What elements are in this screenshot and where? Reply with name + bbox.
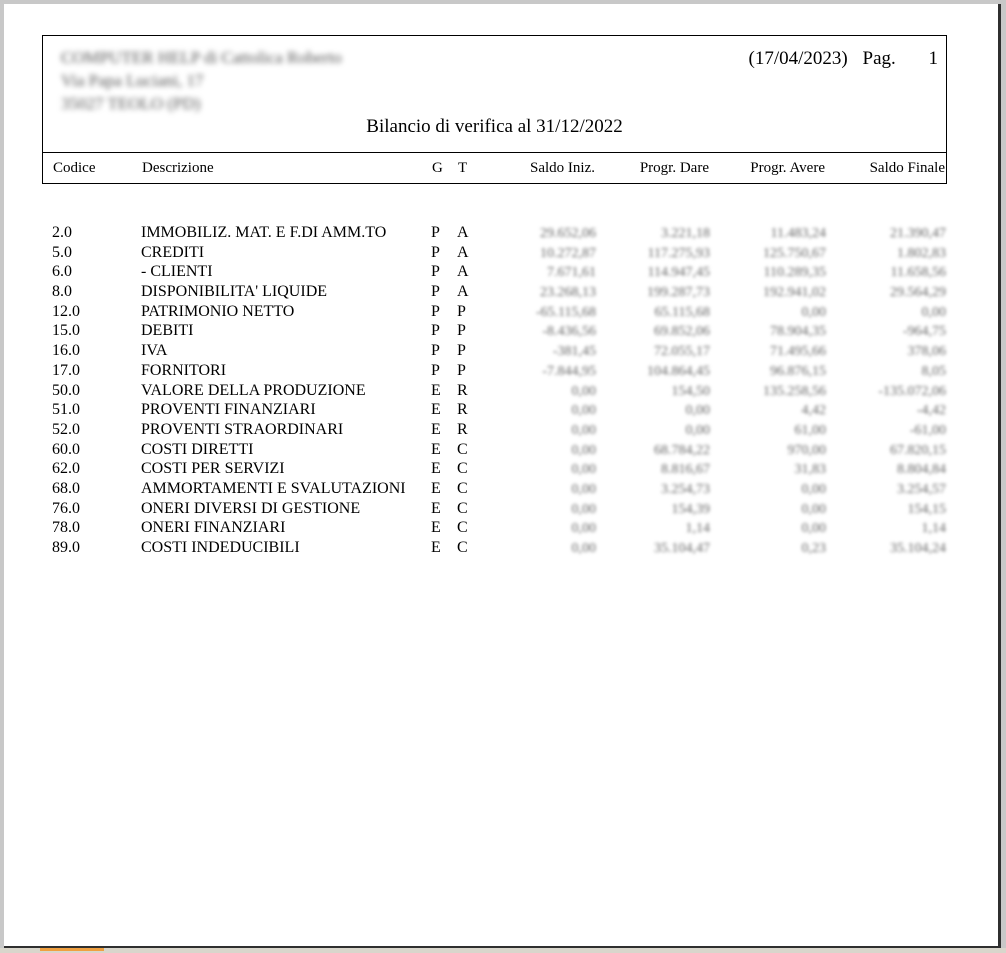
cell-progr-avere: 110.289,35 [763, 265, 826, 281]
cell-progr-dare: 68.784,22 [654, 442, 710, 458]
report-page [4, 4, 1001, 948]
cell-g: P [431, 361, 440, 379]
table-row [42, 401, 947, 421]
cell-t: C [457, 539, 468, 556]
cell-descrizione: PROVENTI STRAORDINARI [141, 420, 344, 438]
table-row [42, 224, 947, 244]
table-row [42, 500, 947, 520]
cell-saldo-iniz: 0,00 [571, 442, 596, 458]
cell-g: E [431, 440, 441, 458]
report-date: (17/04/2023) [748, 48, 848, 69]
cell-codice: 60.0 [52, 440, 80, 458]
column-header-t: T [458, 160, 468, 176]
cell-t: A [457, 224, 469, 241]
cell-descrizione: DEBITI [141, 322, 194, 340]
cell-progr-dare: 35.104,47 [654, 541, 710, 556]
table-row [42, 263, 947, 283]
cell-g: E [431, 479, 441, 497]
cell-codice: 8.0 [52, 283, 72, 301]
cell-saldo-finale: -964,75 [902, 324, 946, 340]
cell-t: P [457, 322, 466, 340]
cell-descrizione: PATRIMONIO NETTO [141, 302, 295, 320]
cell-progr-avere: 0,00 [801, 501, 826, 517]
cell-progr-dare: 154,39 [671, 501, 710, 517]
cell-g: E [431, 499, 441, 517]
cell-saldo-finale: 3.254,57 [897, 481, 946, 497]
cell-codice: 15.0 [52, 322, 80, 340]
cell-t: R [457, 401, 468, 419]
cell-saldo-iniz: 0,00 [571, 383, 596, 399]
company-name: COMPUTER HELP di Cattolica Roberto [61, 48, 342, 67]
cell-codice: 16.0 [52, 342, 80, 360]
cell-progr-avere: 71.495,66 [770, 344, 826, 360]
cell-progr-dare: 8.816,67 [661, 462, 710, 478]
cell-progr-avere: 0,23 [801, 541, 826, 556]
cell-progr-avere: 96.876,15 [770, 363, 826, 379]
cell-t: P [457, 361, 466, 379]
cell-saldo-iniz: -65.115,68 [535, 304, 596, 320]
cell-progr-dare: 3.254,73 [661, 481, 710, 497]
cell-progr-avere: 0,00 [801, 521, 826, 537]
cell-saldo-iniz: 0,00 [571, 481, 596, 497]
cell-t: P [457, 302, 466, 320]
cell-progr-avere: 31,83 [794, 462, 826, 478]
company-address: Via Papa Luciani, 17 [61, 71, 204, 90]
table-row [42, 283, 947, 303]
company-city: 35027 TEOLO (PD) [61, 94, 201, 113]
cell-descrizione: COSTI DIRETTI [141, 440, 254, 458]
cell-t: P [457, 342, 466, 360]
table-row [42, 421, 947, 441]
cell-descrizione: IVA [141, 342, 168, 360]
cell-g: E [431, 460, 441, 478]
cell-saldo-finale: 1,14 [921, 521, 946, 537]
cell-progr-dare: 3.221,18 [661, 226, 710, 241]
cell-saldo-iniz: 0,00 [571, 403, 596, 419]
cell-t: C [457, 479, 468, 497]
cell-codice: 6.0 [52, 263, 72, 281]
date-page-info [749, 48, 938, 70]
column-header-row [42, 152, 947, 184]
cell-g: P [431, 342, 440, 360]
cell-progr-dare: 0,00 [685, 403, 710, 419]
cell-codice: 76.0 [52, 499, 80, 517]
cell-descrizione: IMMOBILIZ. MAT. E F.DI AMM.TO [141, 224, 387, 241]
cell-t: C [457, 499, 468, 517]
cell-g: E [431, 420, 441, 438]
column-header-progr-avere: Progr. Avere [750, 160, 825, 176]
cell-codice: 51.0 [52, 401, 80, 419]
cell-progr-avere: 192.941,02 [763, 285, 826, 301]
column-header-g: G [432, 160, 443, 176]
cell-g: P [431, 322, 440, 340]
page-number: 1 [928, 48, 938, 69]
column-header-codice: Codice [53, 160, 96, 176]
cell-progr-dare: 199.287,73 [647, 285, 710, 301]
cell-t: A [457, 283, 469, 301]
cell-descrizione: PROVENTI FINANZIARI [141, 401, 316, 419]
table-row [42, 460, 947, 480]
cell-saldo-finale: 21.390,47 [890, 226, 946, 241]
cell-saldo-finale: -61,00 [909, 422, 946, 438]
cell-progr-dare: 114.947,45 [647, 265, 710, 281]
table-row [42, 303, 947, 323]
cell-t: C [457, 460, 468, 478]
cell-saldo-finale: -4,42 [916, 403, 946, 419]
cell-saldo-iniz: 0,00 [571, 462, 596, 478]
cell-t: C [457, 440, 468, 458]
cell-codice: 78.0 [52, 519, 80, 537]
cell-t: A [457, 263, 469, 281]
cell-progr-avere: 125.750,67 [763, 245, 826, 261]
cell-progr-dare: 104.864,45 [647, 363, 710, 379]
cell-descrizione: ONERI FINANZIARI [141, 519, 286, 537]
bottom-accent [40, 948, 104, 951]
cell-g: P [431, 283, 440, 301]
column-header-progr-dare: Progr. Dare [639, 160, 709, 176]
cell-saldo-finale: 1.802,83 [897, 245, 946, 261]
cell-progr-dare: 1,14 [685, 521, 710, 537]
cell-saldo-iniz: -8.436,56 [542, 324, 596, 340]
cell-progr-dare: 72.055,17 [654, 344, 710, 360]
cell-saldo-finale: 29.564,29 [890, 285, 946, 301]
report-header [42, 35, 947, 153]
cell-progr-avere: 0,00 [801, 481, 826, 497]
cell-saldo-iniz: 0,00 [571, 422, 596, 438]
table-row [42, 362, 947, 382]
cell-t: A [457, 243, 469, 261]
cell-g: E [431, 539, 441, 556]
cell-saldo-finale: -135.072,06 [878, 383, 946, 399]
cell-saldo-finale: 8,05 [921, 363, 946, 379]
cell-progr-dare: 65.115,68 [654, 304, 710, 320]
cell-codice: 68.0 [52, 479, 80, 497]
cell-progr-avere: 0,00 [801, 304, 826, 320]
cell-codice: 50.0 [52, 381, 80, 399]
account-table-body [42, 224, 947, 559]
table-row [42, 244, 947, 264]
cell-saldo-iniz: -381,45 [552, 344, 596, 360]
cell-saldo-iniz: 10.272,87 [540, 245, 596, 261]
cell-saldo-finale: 67.820,15 [890, 442, 946, 458]
cell-g: E [431, 519, 441, 537]
cell-codice: 2.0 [52, 224, 72, 241]
cell-progr-avere: 78.904,35 [770, 324, 826, 340]
column-header-saldo-iniz: Saldo Iniz. [530, 160, 595, 176]
cell-g: P [431, 224, 440, 241]
cell-progr-dare: 69.852,06 [654, 324, 710, 340]
cell-g: P [431, 263, 440, 281]
cell-progr-avere: 970,00 [787, 442, 826, 458]
cell-descrizione: COSTI INDEDUCIBILI [141, 539, 300, 556]
cell-t: R [457, 420, 468, 438]
cell-saldo-finale: 154,15 [907, 501, 946, 517]
cell-progr-dare: 154,50 [671, 383, 710, 399]
window-bottom-strip [0, 948, 1006, 953]
cell-codice: 17.0 [52, 361, 80, 379]
cell-codice: 5.0 [52, 243, 72, 261]
cell-saldo-iniz: 0,00 [571, 541, 596, 556]
cell-progr-dare: 0,00 [685, 422, 710, 438]
cell-g: E [431, 381, 441, 399]
cell-codice: 62.0 [52, 460, 80, 478]
column-header-descrizione: Descrizione [142, 160, 214, 176]
cell-t: R [457, 381, 468, 399]
cell-t: C [457, 519, 468, 537]
table-row [42, 539, 947, 559]
cell-saldo-finale: 35.104,24 [890, 541, 946, 556]
cell-descrizione: CREDITI [141, 243, 205, 261]
company-info [61, 46, 342, 115]
cell-progr-avere: 11.483,24 [770, 226, 826, 241]
table-row [42, 322, 947, 342]
cell-saldo-finale: 378,06 [907, 344, 946, 360]
report-title: Bilancio di verifica al 31/12/2022 [366, 116, 623, 137]
cell-g: P [431, 302, 440, 320]
cell-saldo-finale: 8.804,84 [897, 462, 946, 478]
cell-descrizione: ONERI DIVERSI DI GESTIONE [141, 499, 361, 517]
cell-g: P [431, 243, 440, 261]
cell-progr-avere: 135.258,56 [763, 383, 826, 399]
cell-progr-avere: 61,00 [794, 422, 826, 438]
page-label: Pag. [862, 48, 896, 69]
cell-saldo-iniz: 0,00 [571, 501, 596, 517]
table-row [42, 480, 947, 500]
cell-saldo-iniz: -7.844,95 [542, 363, 596, 379]
table-row [42, 441, 947, 461]
cell-saldo-iniz: 7.671,61 [547, 265, 596, 281]
cell-saldo-iniz: 23.268,13 [540, 285, 596, 301]
table-row [42, 382, 947, 402]
table-row [42, 342, 947, 362]
cell-descrizione: AMMORTAMENTI E SVALUTAZIONI [141, 479, 406, 497]
cell-saldo-iniz: 0,00 [571, 521, 596, 537]
table-row [42, 519, 947, 539]
cell-descrizione: - CLIENTI [141, 263, 213, 281]
cell-descrizione: FORNITORI [141, 361, 227, 379]
column-header-saldo-finale: Saldo Finale [869, 160, 945, 176]
cell-saldo-finale: 0,00 [921, 304, 946, 320]
cell-descrizione: COSTI PER SERVIZI [141, 460, 285, 478]
cell-saldo-iniz: 29.652,06 [540, 226, 596, 241]
cell-progr-dare: 117.275,93 [647, 245, 710, 261]
cell-g: E [431, 401, 441, 419]
cell-progr-avere: 4,42 [801, 403, 826, 419]
cell-descrizione: VALORE DELLA PRODUZIONE [141, 381, 366, 399]
cell-descrizione: DISPONIBILITA' LIQUIDE [141, 283, 328, 301]
cell-saldo-finale: 11.658,56 [890, 265, 946, 281]
cell-codice: 52.0 [52, 420, 80, 438]
cell-codice: 89.0 [52, 539, 80, 556]
cell-codice: 12.0 [52, 302, 80, 320]
